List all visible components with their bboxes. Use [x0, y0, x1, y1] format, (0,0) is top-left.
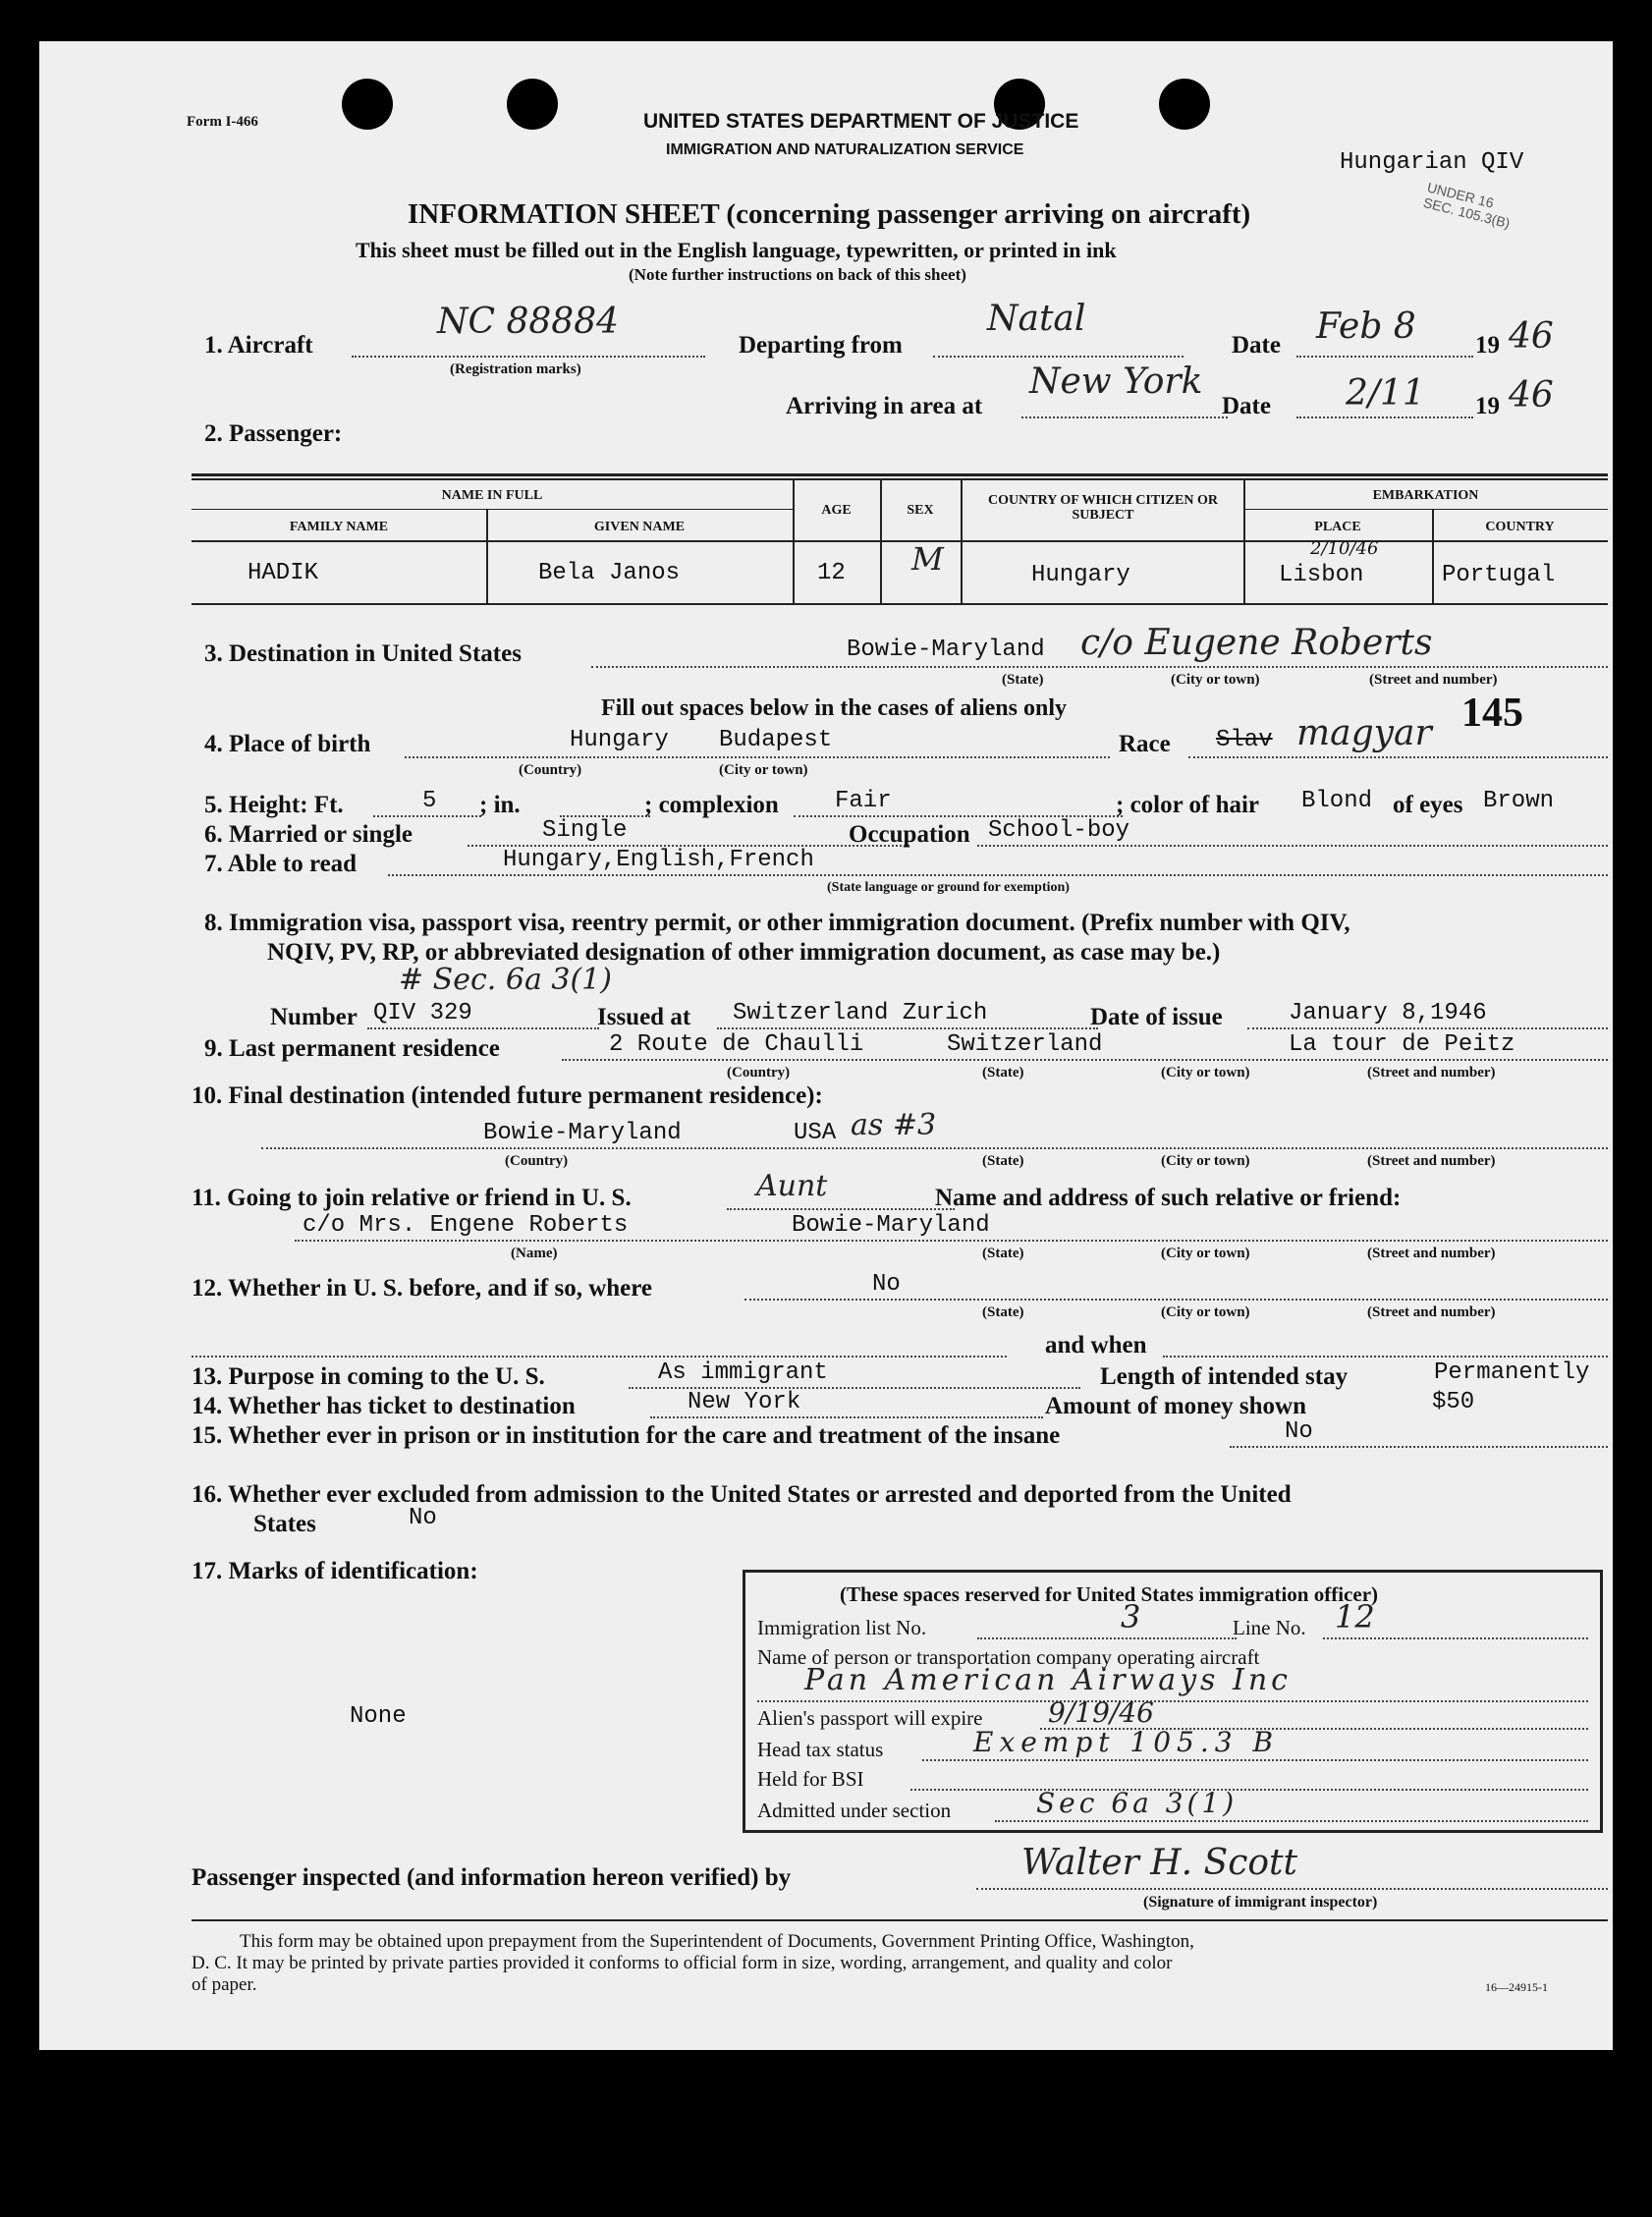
- passenger-citizenship: Hungary: [1031, 562, 1130, 588]
- eye-color: Brown: [1483, 788, 1555, 814]
- departing-date: Feb 8: [1316, 306, 1416, 347]
- departing-year: 46: [1509, 316, 1554, 357]
- relative-name-label: Name and address of such relative or friend:: [935, 1185, 1402, 1211]
- inspector-signature: Walter H. Scott: [1021, 1843, 1297, 1883]
- aliens-only-note: Fill out spaces below in the cases of aliens only: [601, 695, 1068, 721]
- residence-country: Switzerland: [947, 1031, 1103, 1058]
- visa-number: QIV 329: [373, 1000, 472, 1026]
- race-typed: Slav: [1216, 727, 1273, 753]
- head-tax-status: Exempt 105.3 B: [973, 1726, 1280, 1758]
- join-label: 11. Going to join relative or friend in U. S.: [192, 1185, 632, 1211]
- serial-number: 145: [1461, 691, 1523, 736]
- complexion-label: ; complexion: [644, 792, 779, 818]
- list-no: 3: [1121, 1598, 1141, 1635]
- visa-label: 8. Immigration visa, passport visa, reentry permit, or other immigration document. (Prefix number with QIV,: [204, 910, 1350, 936]
- passenger-sex: M: [911, 540, 944, 578]
- final-destination-country: USA: [794, 1120, 837, 1146]
- date-of-issue: January 8,1946: [1289, 1000, 1487, 1026]
- passenger-age: 12: [817, 560, 846, 586]
- destination-state: Bowie-Maryland: [847, 637, 1045, 663]
- departing-label: Departing from: [739, 332, 903, 359]
- subnote: (Note further instructions on back of this sheet): [629, 265, 966, 284]
- birth-label: 4. Place of birth: [204, 731, 371, 757]
- birth-city: Budapest: [719, 727, 833, 753]
- ticket-label: 14. Whether has ticket to destination: [192, 1393, 576, 1419]
- caption-country: (Country): [727, 1065, 791, 1081]
- arriving-year: 46: [1509, 375, 1554, 416]
- prison-label: 15. Whether ever in prison or in institution for the care and treatment of the insane: [192, 1422, 1061, 1449]
- admitted-label: Admitted under section: [757, 1799, 952, 1822]
- and-when-label: and when: [1045, 1332, 1147, 1358]
- caption-street: (Street and number): [1367, 1153, 1496, 1169]
- signature-caption: (Signature of immigrant inspector): [1143, 1894, 1378, 1911]
- operator-name: Pan American Airways Inc: [804, 1663, 1292, 1697]
- money-label: Amount of money shown: [1045, 1393, 1307, 1419]
- relationship-handwritten: Aunt: [756, 1169, 828, 1203]
- inches-label: ; in.: [479, 792, 521, 818]
- purpose: As immigrant: [658, 1359, 828, 1386]
- arriving-date: 2/11: [1346, 373, 1425, 414]
- stay-label: Length of intended stay: [1100, 1363, 1349, 1390]
- caption-city: (City or town): [1171, 672, 1260, 688]
- footer-line-2: D. C. It may be printed by private parties provided it conforms to official form in size, wording, arrangement, and quality and color: [192, 1953, 1173, 1973]
- aircraft-label: 1. Aircraft: [204, 332, 313, 359]
- height-label: 5. Height: Ft.: [204, 792, 344, 818]
- read-label: 7. Able to read: [204, 851, 358, 877]
- department-name: UNITED STATES DEPARTMENT OF JUSTICE: [643, 110, 1079, 133]
- year-prefix: 19: [1475, 332, 1500, 359]
- caption-state: (State): [982, 1153, 1024, 1169]
- date-label: Date: [1222, 393, 1271, 419]
- relative-name: c/o Mrs. Engene Roberts: [303, 1212, 629, 1239]
- marital-status: Single: [542, 817, 628, 844]
- footer-line-3: of paper.: [192, 1974, 257, 1995]
- punch-hole: [1159, 79, 1210, 130]
- number-label: Number: [270, 1004, 358, 1030]
- header-family-name: FAMILY NAME: [289, 520, 389, 534]
- previously-in-us: No: [872, 1271, 901, 1298]
- caption-state: (State): [1002, 672, 1044, 688]
- passenger-label: 2. Passenger:: [204, 420, 343, 447]
- prison-answer: No: [1285, 1418, 1313, 1445]
- line-no-label: Line No.: [1233, 1616, 1306, 1639]
- head-tax-label: Head tax status: [757, 1738, 884, 1761]
- race-handwritten: magyar: [1296, 713, 1432, 753]
- line-no: 12: [1335, 1598, 1375, 1635]
- married-label: 6. Married or single: [204, 821, 413, 848]
- length-of-stay: Permanently: [1434, 1359, 1590, 1386]
- residence-city: La tour de Peitz: [1289, 1031, 1515, 1058]
- marks-label: 17. Marks of identification:: [192, 1558, 478, 1584]
- occupation-label: Occupation: [849, 821, 970, 848]
- read-caption: (State language or ground for exemption): [827, 880, 1070, 895]
- operator-label: Name of person or transportation company operating aircraft: [757, 1645, 1260, 1669]
- header-name-in-full: NAME IN FULL: [441, 488, 543, 503]
- service-name: IMMIGRATION AND NATURALIZATION SERVICE: [666, 141, 1024, 158]
- caption-street: (Street and number): [1367, 1246, 1496, 1261]
- embarkation-date: 2/10/46: [1310, 538, 1379, 559]
- embarkation-place: Lisbon: [1279, 562, 1364, 588]
- destination-handwritten: c/o Eugene Roberts: [1080, 623, 1433, 663]
- residence-label: 9. Last permanent residence: [204, 1035, 500, 1062]
- date-of-issue-label: Date of issue: [1090, 1004, 1223, 1030]
- page-title: INFORMATION SHEET (concerning passenger arriving on aircraft): [408, 198, 1251, 230]
- footer-code: 16—24915-1: [1485, 1980, 1548, 1994]
- destination-label: 3. Destination in United States: [204, 640, 522, 667]
- excluded-answer: No: [409, 1505, 437, 1531]
- visa-handwritten: # Sec. 6a 3(1): [399, 963, 612, 997]
- date-label: Date: [1232, 332, 1281, 359]
- race-label: Race: [1119, 731, 1171, 757]
- embarkation-country: Portugal: [1442, 562, 1556, 588]
- caption-city: (City or town): [1161, 1065, 1250, 1081]
- header-sex: SEX: [907, 503, 934, 518]
- hair-label: ; color of hair: [1116, 792, 1260, 818]
- caption-state: (State): [982, 1065, 1024, 1081]
- languages: Hungary,English,French: [503, 847, 814, 873]
- stamp: UNDER 16 SEC. 105.3(B): [1421, 179, 1513, 232]
- caption-country: (Country): [505, 1153, 569, 1169]
- aircraft-registration: NC 88884: [437, 302, 620, 342]
- purpose-label: 13. Purpose in coming to the U. S.: [192, 1363, 545, 1390]
- money-shown: $50: [1432, 1389, 1475, 1415]
- caption-street: (Street and number): [1369, 672, 1498, 688]
- registration-caption: (Registration marks): [450, 361, 581, 377]
- birth-country: Hungary: [570, 727, 669, 753]
- before-label: 12. Whether in U. S. before, and if so, where: [192, 1275, 652, 1302]
- caption-street: (Street and number): [1367, 1065, 1496, 1081]
- final-destination-state: Bowie-Maryland: [483, 1120, 682, 1146]
- caption-state: (State): [982, 1304, 1024, 1320]
- excluded-label-continued: States: [253, 1511, 316, 1537]
- admitted-section: Sec 6a 3(1): [1036, 1787, 1239, 1819]
- caption-street: (Street and number): [1367, 1304, 1496, 1320]
- departing-from: Natal: [987, 299, 1086, 339]
- arriving-label: Arriving in area at: [786, 393, 983, 419]
- caption-name: (Name): [511, 1246, 558, 1261]
- punch-hole: [342, 79, 393, 130]
- list-no-label: Immigration list No.: [757, 1616, 927, 1639]
- eyes-label: of eyes: [1393, 792, 1463, 818]
- subtitle: This sheet must be filled out in the English language, typewritten, or printed in ink: [356, 238, 1117, 262]
- header-age: AGE: [821, 503, 852, 518]
- residence-street: 2 Route de Chaulli: [609, 1031, 864, 1058]
- form-sheet: [39, 41, 1613, 2050]
- passport-expire-label: Alien's passport will expire: [757, 1706, 983, 1730]
- relative-address: Bowie-Maryland: [792, 1212, 990, 1239]
- inspected-label: Passenger inspected (and information hereon verified) by: [192, 1864, 792, 1891]
- passenger-family-name: HADIK: [248, 560, 319, 586]
- excluded-label: 16. Whether ever excluded from admission to the United States or arrested and deported from the United: [192, 1481, 1292, 1508]
- final-destination-label: 10. Final destination (intended future permanent residence):: [192, 1082, 823, 1109]
- hair-color: Blond: [1301, 788, 1373, 814]
- header-embarkation-country: COUNTRY: [1485, 520, 1555, 534]
- occupation: School-boy: [988, 817, 1130, 844]
- year-prefix: 19: [1475, 393, 1500, 419]
- marks-of-identification: None: [350, 1703, 407, 1730]
- officer-box: [743, 1570, 1603, 1833]
- header-place: PLACE: [1314, 520, 1361, 534]
- passenger-given-name: Bela Janos: [538, 560, 681, 586]
- header-citizen-country: COUNTRY OF WHICH CITIZEN OR SUBJECT: [988, 493, 1218, 523]
- class-note: Hungarian QIV: [1340, 149, 1524, 176]
- visa-label-continued: NQIV, PV, RP, or abbreviated designation of other immigration document, as case may be.): [267, 939, 1221, 966]
- caption-city: (City or town): [719, 762, 808, 778]
- height-feet: 5: [422, 788, 437, 814]
- punch-hole: [507, 79, 558, 130]
- caption-city: (City or town): [1161, 1304, 1250, 1320]
- passport-expire: 9/19/46: [1048, 1696, 1154, 1729]
- footer-line-1: This form may be obtained upon prepayment from the Superintendent of Documents, Government Printing Office, Washington,: [240, 1931, 1194, 1952]
- caption-state: (State): [982, 1246, 1024, 1261]
- final-destination-handwritten: as #3: [851, 1108, 937, 1142]
- arriving-at: New York: [1029, 361, 1203, 402]
- complexion: Fair: [835, 788, 892, 814]
- issued-at: Switzerland Zurich: [733, 1000, 988, 1026]
- caption-city: (City or town): [1161, 1153, 1250, 1169]
- ticket-destination: New York: [688, 1389, 801, 1415]
- issued-at-label: Issued at: [597, 1004, 691, 1030]
- bsi-label: Held for BSI: [757, 1767, 864, 1791]
- header-embarkation: EMBARKATION: [1372, 488, 1479, 503]
- caption-country: (Country): [519, 762, 582, 778]
- header-given-name: GIVEN NAME: [593, 520, 686, 534]
- caption-city: (City or town): [1161, 1246, 1250, 1261]
- form-number: Form I-466: [187, 114, 258, 130]
- officer-box-title: (These spaces reserved for United States immigration officer): [840, 1582, 1379, 1606]
